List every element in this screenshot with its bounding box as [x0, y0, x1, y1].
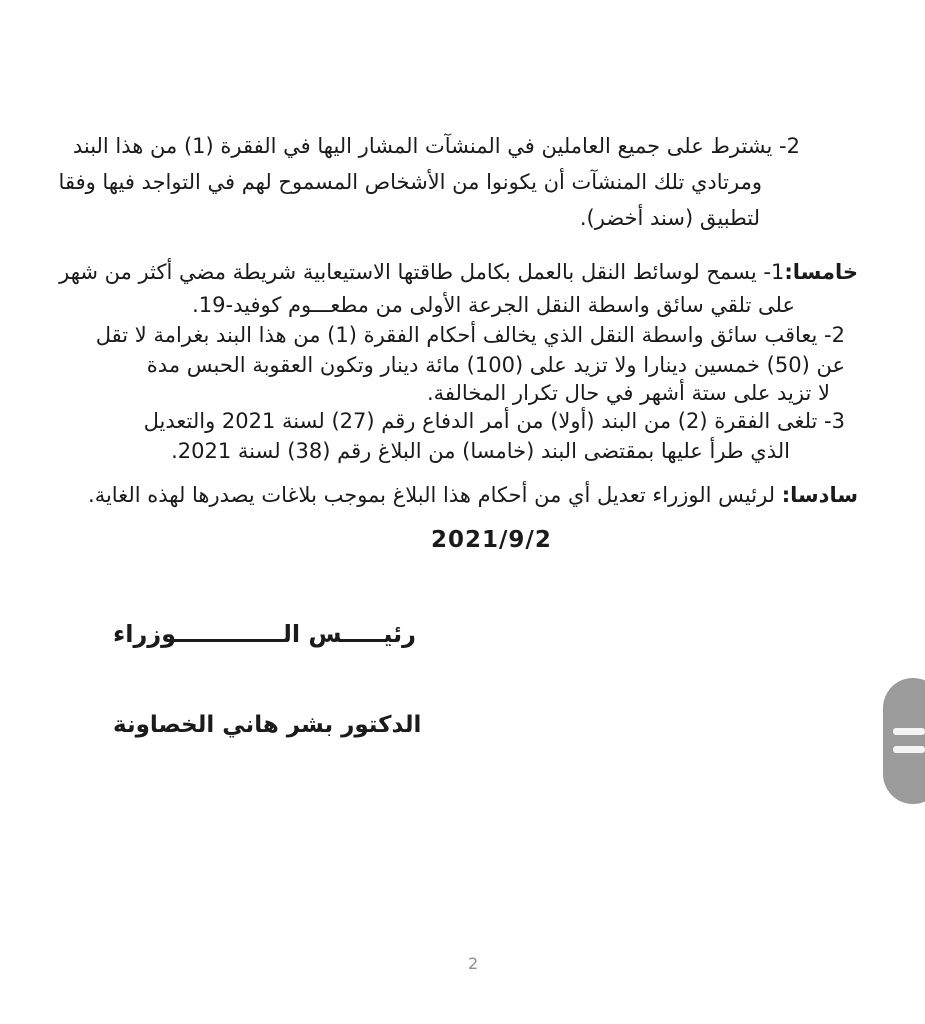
clause-five-label: خامسا: [784, 260, 858, 284]
drag-handle-icon [893, 746, 925, 753]
issue-date-value: 2021/9/2 [431, 527, 552, 553]
clause-five-first-line: 1- يسمح لوسائط النقل بالعمل بكامل طاقتها الاستيعابية شريطة مضي أكثر من شهر [59, 260, 785, 284]
clause-five-line-6: 3- تلغى الفقرة (2) من البند (أولا) من أمر الدفاع رقم (27) لسنة 2021 والتعديل [143, 409, 845, 433]
clause-six-line [88, 480, 858, 510]
clause-five-line-4: عن (50) خمسين دينارا ولا تزيد على (100) مائة دينار وتكون العقوبة الحبس مدة [146, 353, 845, 377]
clause-five-line-2: على تلقي سائق واسطة النقل الجرعة الأولى من مطعـــوم كوفيد-19. [192, 293, 795, 317]
item2-line-1: 2- يشترط على جميع العاملين في المنشآت المشار اليها في الفقرة (1) من هذا البند [72, 134, 800, 158]
issue-date [431, 527, 552, 553]
clause-five-line-1 [59, 257, 858, 287]
signatory-name: الدكتور بشر هاني الخصاونة [113, 712, 422, 738]
clause-five-line-3: 2- يعاقب سائق واسطة النقل الذي يخالف أحكام الفقرة (1) من هذا البند بغرامة لا تقل [95, 323, 845, 347]
drag-handle-icon [893, 728, 925, 735]
page-number: 2 [468, 954, 479, 973]
clause-five-line-5: لا تزيد على ستة أشهر في حال تكرار المخالفة. [426, 381, 830, 405]
item2-line-3: لتطبيق (سند أخضر). [579, 206, 760, 230]
signature-title: رئيـــــس الـــــــــــــوزراء [113, 620, 416, 648]
item2-line-2: ومرتادي تلك المنشآت أن يكونوا من الأشخاص المسموح لهم في التواجد فيها وفقا [58, 170, 762, 194]
scroll-handle[interactable] [883, 678, 925, 804]
clause-five-line-7: الذي طرأ عليها بمقتضى البند (خامسا) من البلاغ رقم (38) لسنة 2021. [171, 439, 790, 463]
clause-six-text: لرئيس الوزراء تعديل أي من أحكام هذا البلاغ بموجب بلاغات يصدرها لهذه الغاية. [88, 483, 782, 507]
clause-six-label: سادسا: [781, 483, 858, 507]
